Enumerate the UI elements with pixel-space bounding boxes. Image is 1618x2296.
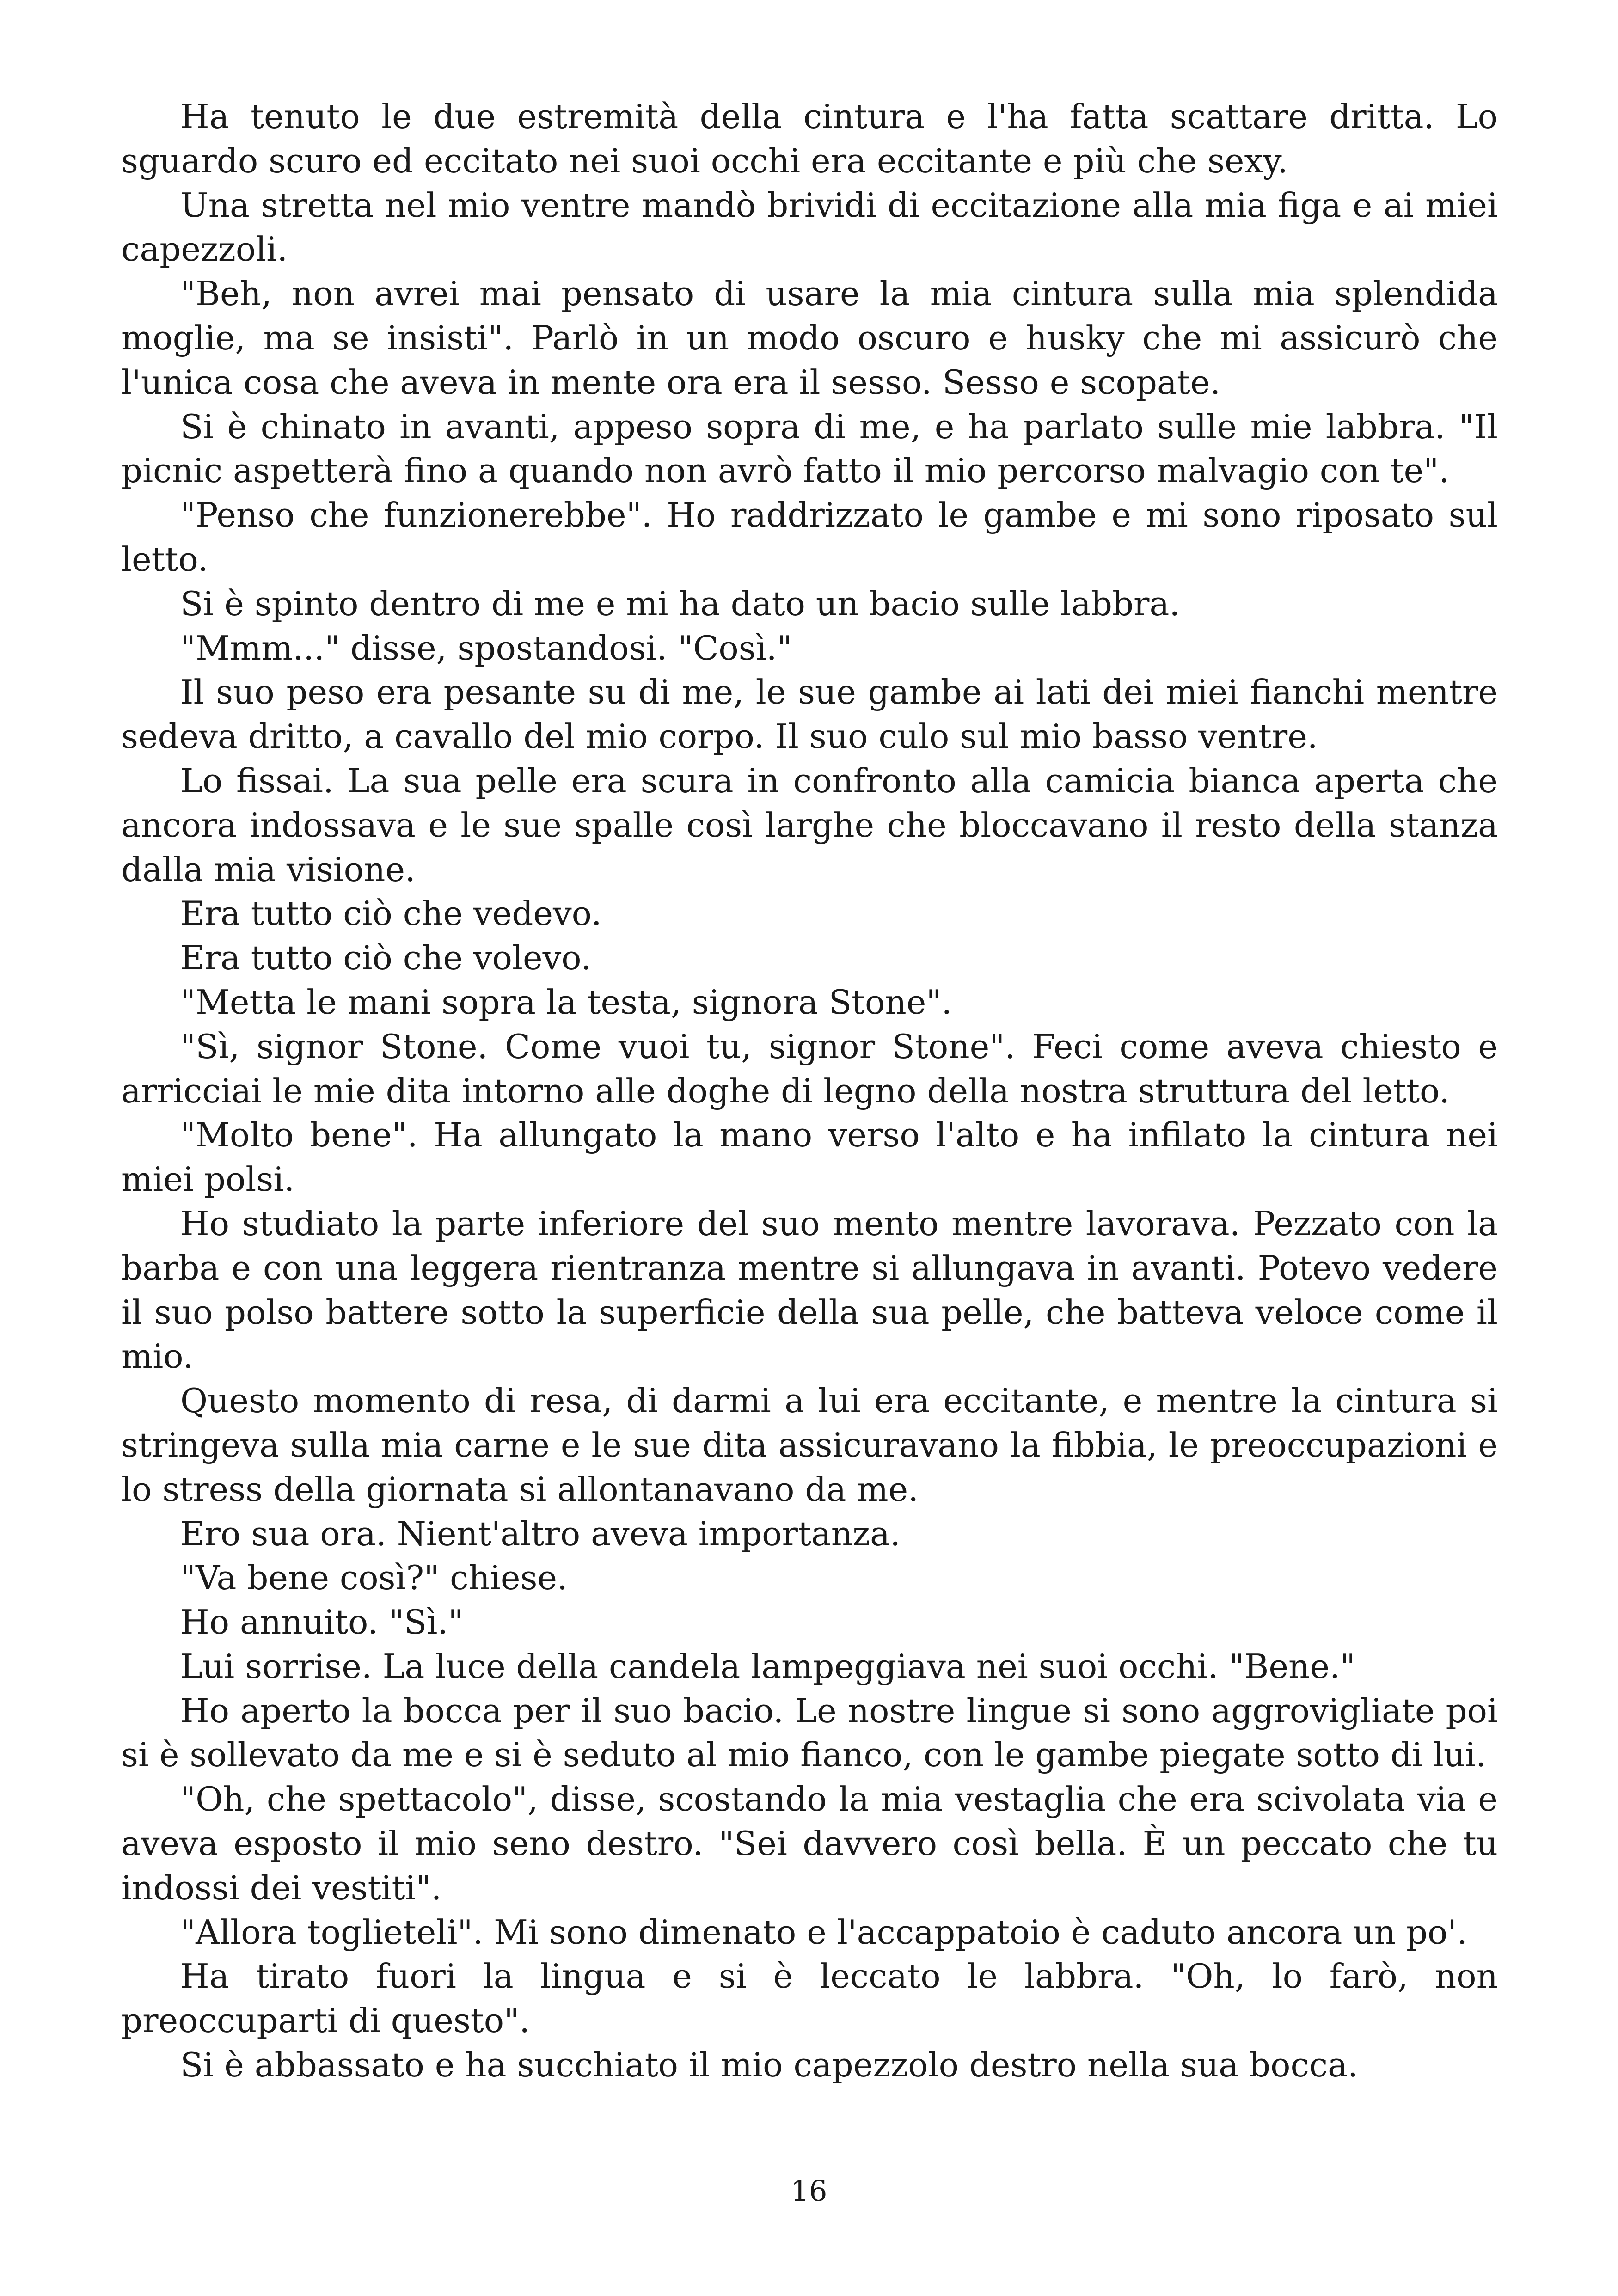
paragraph: "Sì, signor Stone. Come vuoi tu, signor Stone". Feci come aveva chiesto e arricciai le mie dita intorno alle doghe di legno della nostra struttura del letto.	[121, 1027, 1498, 1110]
paragraph: Una stretta nel mio ventre mandò brividi di eccitazione alla mia figa e ai miei capezzoli.	[121, 185, 1498, 269]
paragraph: Ho studiato la parte inferiore del suo mento mentre lavorava. Pezzato con la barba e con una leggera rientranza mentre si allungava in avanti. Potevo vedere il suo polso battere sotto la superficie della sua pelle, che batteva veloce come il mio.	[121, 1204, 1498, 1376]
paragraph: Ho annuito. "Sì."	[180, 1603, 464, 1642]
paragraph: Era tutto ciò che vedevo.	[180, 894, 602, 933]
paragraph: Lui sorrise. La luce della candela lampeggiava nei suoi occhi. "Bene."	[180, 1647, 1355, 1686]
paragraph: "Molto bene". Ha allungato la mano verso l'alto e ha infilato la cintura nei miei polsi.	[121, 1115, 1498, 1199]
paragraph: Si è chinato in avanti, appeso sopra di me, e ha parlato sulle mie labbra. "Il picnic aspetterà fino a quando non avrò fatto il mio percorso malvagio con te".	[121, 407, 1498, 490]
paragraph: Si è abbassato e ha succhiato il mio capezzolo destro nella sua bocca.	[180, 2045, 1358, 2085]
paragraph: Era tutto ciò che volevo.	[180, 938, 592, 978]
paragraph: "Beh, non avrei mai pensato di usare la mia cintura sulla mia splendida moglie, ma se insisti". Parlò in un modo oscuro e husky che mi assicurò che l'unica cosa che aveva in mente ora era il sesso. Sesso e scopate.	[121, 274, 1498, 402]
paragraph: "Mmm..." disse, spostandosi. "Così."	[180, 628, 792, 667]
paragraph: Questo momento di resa, di darmi a lui era eccitante, e mentre la cintura si stringeva sulla mia carne e le sue dita assicuravano la fibbia, le preoccupazioni e lo stress della giornata si allontanavano da me.	[121, 1381, 1498, 1509]
body-text	[121, 95, 1498, 2088]
paragraph: "Va bene così?" chiese.	[180, 1558, 568, 1598]
paragraph: Si è spinto dentro di me e mi ha dato un bacio sulle labbra.	[180, 584, 1180, 623]
paragraph: Ha tirato fuori la lingua e si è leccato le labbra. "Oh, lo farò, non preoccuparti di questo".	[121, 1957, 1498, 2040]
paragraph: Lo fissai. La sua pelle era scura in confronto alla camicia bianca aperta che ancora indossava e le sue spalle così larghe che bloccavano il resto della stanza dalla mia visione.	[121, 761, 1498, 889]
paragraph: Il suo peso era pesante su di me, le sue gambe ai lati dei miei fianchi mentre sedeva dritto, a cavallo del mio corpo. Il suo culo sul mio basso ventre.	[121, 673, 1498, 756]
paragraph: "Metta le mani sopra la testa, signora Stone".	[180, 982, 952, 1022]
paragraph: Ho aperto la bocca per il suo bacio. Le nostre lingue si sono aggrovigliate poi si è sollevato da me e si è seduto al mio fianco, con le gambe piegate sotto di lui.	[121, 1691, 1498, 1775]
paragraph: Ero sua ora. Nient'altro aveva importanza.	[180, 1514, 901, 1553]
paragraph: "Allora toglieteli". Mi sono dimenato e l'accappatoio è caduto ancora un po'.	[180, 1912, 1468, 1952]
paragraph: Ha tenuto le due estremità della cintura e l'ha fatta scattare dritta. Lo sguardo scuro ed eccitato nei suoi occhi era eccitante e più che sexy.	[121, 97, 1498, 180]
page-number: 16	[791, 2174, 827, 2208]
paragraph: "Oh, che spettacolo", disse, scostando la mia vestaglia che era scivolata via e aveva esposto il mio seno destro. "Sei davvero così bella. È un peccato che tu indossi dei vestiti".	[121, 1780, 1498, 1907]
paragraph: "Penso che funzionerebbe". Ho raddrizzato le gambe e mi sono riposato sul letto.	[121, 496, 1498, 579]
